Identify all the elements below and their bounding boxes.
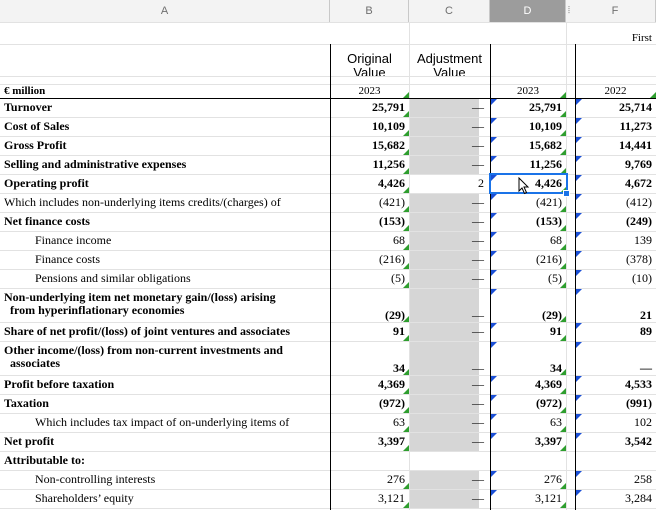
adjustment-value-cell[interactable] <box>409 451 490 470</box>
original-value-cell[interactable]: (972) <box>379 396 405 410</box>
blue-flag-icon <box>576 376 582 382</box>
hidden-column-e-marker[interactable]: ⦙ <box>567 5 571 16</box>
adjusted-value-cell[interactable]: 63 <box>550 415 562 429</box>
adjustment-value-cell[interactable]: — <box>472 233 484 247</box>
year-d: 2023 <box>517 85 539 97</box>
prior-year-cell[interactable]: 9,769 <box>625 157 652 171</box>
blue-flag-icon <box>576 213 582 219</box>
adjusted-value-cell[interactable]: 3,397 <box>535 434 562 448</box>
blue-flag-icon <box>576 342 582 348</box>
mouse-pointer-icon <box>518 177 530 195</box>
adjusted-value-cell[interactable] <box>490 451 566 470</box>
original-value-cell[interactable]: 3,397 <box>378 434 405 448</box>
original-value-cell[interactable]: 10,109 <box>372 119 405 133</box>
prior-year-cell[interactable] <box>575 451 656 470</box>
adjusted-value-cell[interactable]: 4,369 <box>535 377 562 391</box>
adjusted-value-cell[interactable]: 91 <box>550 324 562 338</box>
prior-year-cell[interactable]: 4,672 <box>625 176 652 190</box>
row-label[interactable]: Which includes tax impact of on-underlying items of <box>35 415 290 429</box>
unit-label: € million <box>4 85 46 97</box>
adjusted-value-cell[interactable]: 68 <box>550 233 562 247</box>
row-label[interactable]: Non-controlling interests <box>35 472 156 486</box>
blue-flag-icon <box>491 433 497 439</box>
spreadsheet-grid <box>0 22 656 510</box>
row-label[interactable]: Net profit <box>4 434 55 448</box>
adjustment-value-cell[interactable]: — <box>472 214 484 228</box>
prior-year-cell[interactable]: 4,533 <box>625 377 652 391</box>
original-value-cell[interactable]: 11,256 <box>372 157 405 171</box>
original-value-cell[interactable]: 91 <box>393 324 405 338</box>
original-value-cell[interactable]: (216) <box>379 252 405 266</box>
blue-flag-icon <box>576 270 582 276</box>
prior-year-cell[interactable]: 102 <box>634 415 652 429</box>
adjusted-value-cell[interactable]: 10,109 <box>529 119 562 133</box>
original-value-cell[interactable]: (153) <box>379 214 405 228</box>
adjustment-value-cell[interactable]: — <box>472 472 484 486</box>
column-headers <box>0 0 656 23</box>
row-label[interactable]: Net finance costs <box>4 214 90 228</box>
column-header-f[interactable]: F <box>575 0 656 22</box>
original-value-cell[interactable]: (421) <box>379 195 405 209</box>
adjustment-value-cell[interactable]: — <box>472 377 484 391</box>
original-value-cell[interactable] <box>330 451 409 470</box>
adjustment-value-cell[interactable]: — <box>472 100 484 114</box>
adjustment-value-cell[interactable]: — <box>472 415 484 429</box>
original-value-cell[interactable]: 63 <box>393 415 405 429</box>
green-flag-icon <box>403 502 409 508</box>
blue-flag-icon <box>491 213 497 219</box>
row-gridline <box>0 44 656 45</box>
adjusted-value-cell[interactable]: (29) <box>542 308 562 322</box>
green-flag-icon <box>560 502 566 508</box>
blue-flag-icon <box>491 118 497 124</box>
blue-flag-icon <box>491 471 497 477</box>
column-gridline <box>566 22 567 510</box>
original-value-cell[interactable]: (5) <box>391 271 405 285</box>
blue-flag-icon <box>576 137 582 143</box>
adjusted-value-cell[interactable]: (216) <box>536 252 562 266</box>
prior-year-cell[interactable]: (10) <box>632 271 652 285</box>
blue-flag-icon <box>576 175 582 181</box>
adjusted-value-cell[interactable]: 25,791 <box>529 100 562 114</box>
row-label[interactable]: Operating profit <box>4 176 89 190</box>
adjusted-value-cell[interactable]: 15,682 <box>529 138 562 152</box>
blue-flag-icon <box>576 194 582 200</box>
blue-flag-icon <box>491 156 497 162</box>
original-value-header: Original Value <box>347 51 392 80</box>
blue-flag-icon <box>576 471 582 477</box>
column-header-d[interactable]: D <box>490 0 566 22</box>
adjusted-value-cell[interactable]: 276 <box>544 472 562 486</box>
blue-flag-icon <box>491 414 497 420</box>
row-label[interactable]: Other income/(loss) from non-current investments and associates <box>4 343 283 370</box>
row-gridline <box>0 22 656 23</box>
prior-year-cell[interactable]: (249) <box>626 214 652 228</box>
row-label[interactable]: Selling and administrative expenses <box>4 157 187 171</box>
adjustment-value-cell[interactable]: — <box>472 434 484 448</box>
prior-year-cell[interactable]: (412) <box>626 195 652 209</box>
prior-year-cell[interactable]: 14,441 <box>619 138 652 152</box>
adjustment-value-header: Adjustment Value <box>416 51 483 80</box>
blue-flag-icon <box>576 490 582 496</box>
prior-year-cell[interactable]: 11,273 <box>619 119 652 133</box>
adjustment-value-cell[interactable]: — <box>472 138 484 152</box>
adjusted-value-cell[interactable]: (5) <box>548 271 562 285</box>
adjustment-value-cell[interactable]: 2 <box>478 176 484 190</box>
blue-flag-icon <box>576 118 582 124</box>
adjusted-value-cell[interactable]: (972) <box>536 396 562 410</box>
row-label[interactable]: Taxation <box>4 396 49 410</box>
blue-flag-icon <box>491 395 497 401</box>
row-label[interactable]: Profit before taxation <box>4 377 115 391</box>
prior-year-cell[interactable]: 3,284 <box>625 491 652 505</box>
year-f: 2022 <box>604 85 627 97</box>
adjustment-value-cell[interactable]: — <box>472 157 484 171</box>
original-value-cell[interactable]: 15,682 <box>372 138 405 152</box>
adjustment-value-cell[interactable]: — <box>472 195 484 209</box>
original-value-cell[interactable]: 276 <box>387 472 405 486</box>
row-label[interactable]: Finance costs <box>35 252 100 266</box>
adjustment-value-cell[interactable]: — <box>472 119 484 133</box>
adjustment-value-cell[interactable]: — <box>472 361 484 375</box>
prior-year-cell[interactable]: 3,542 <box>625 434 652 448</box>
blue-flag-icon <box>576 323 582 329</box>
adjustment-value-cell[interactable]: — <box>472 308 484 322</box>
blue-flag-icon <box>491 490 497 496</box>
blue-flag-icon <box>576 433 582 439</box>
row-label[interactable]: Cost of Sales <box>4 119 70 133</box>
first-label: First <box>631 32 652 44</box>
green-flag-icon <box>560 92 566 98</box>
blue-flag-icon <box>491 251 497 257</box>
blue-flag-icon <box>491 232 497 238</box>
row-gridline <box>0 76 656 77</box>
blue-flag-icon <box>491 376 497 382</box>
blue-flag-icon <box>491 270 497 276</box>
row-label[interactable]: Attributable to: <box>4 453 85 467</box>
row-label[interactable]: Non-underlying item net monetary gain/(loss) arising from hyperinflationary economies <box>4 290 276 317</box>
row-gridline <box>0 508 656 509</box>
adjustment-value-cell[interactable]: — <box>472 271 484 285</box>
column-header-c[interactable]: C <box>409 0 490 22</box>
prior-year-cell[interactable]: 21 <box>640 308 652 322</box>
row-label[interactable]: Turnover <box>4 100 53 114</box>
original-value-cell[interactable]: 34 <box>393 361 405 375</box>
blue-flag-icon <box>576 99 582 105</box>
column-header-a[interactable]: A <box>0 0 330 22</box>
column-header-b[interactable]: B <box>330 0 409 22</box>
blue-flag-icon <box>491 342 497 348</box>
prior-year-cell[interactable]: 89 <box>640 324 652 338</box>
original-value-cell[interactable]: 68 <box>393 233 405 247</box>
row-label[interactable]: Share of net profit/(loss) of joint ventures and associates <box>4 324 290 338</box>
adjustment-value-cell[interactable]: — <box>472 396 484 410</box>
blue-flag-icon <box>576 232 582 238</box>
blue-flag-icon <box>491 99 497 105</box>
adjusted-value-cell[interactable]: 11,256 <box>529 157 562 171</box>
prior-year-cell[interactable]: — <box>640 361 652 375</box>
blue-flag-icon <box>576 395 582 401</box>
prior-year-cell[interactable]: 139 <box>634 233 652 247</box>
green-flag-icon <box>403 92 409 98</box>
row-label[interactable]: Shareholders’ equity <box>35 491 134 505</box>
original-value-cell[interactable]: 3,121 <box>378 491 405 505</box>
green-flag-icon <box>650 92 656 98</box>
adjusted-value-cell[interactable]: (421) <box>536 195 562 209</box>
blue-flag-icon <box>491 137 497 143</box>
row-label[interactable]: Gross Profit <box>4 138 67 152</box>
adjusted-value-cell[interactable]: 34 <box>550 361 562 375</box>
original-value-cell[interactable]: (29) <box>385 308 405 322</box>
original-value-cell[interactable]: 4,369 <box>378 377 405 391</box>
blue-flag-icon <box>576 156 582 162</box>
row-label[interactable]: Finance income <box>35 233 112 247</box>
adjusted-value-cell[interactable]: 3,121 <box>535 491 562 505</box>
prior-year-cell[interactable]: (378) <box>626 252 652 266</box>
adjustment-value-cell[interactable]: — <box>472 252 484 266</box>
year-b: 2023 <box>358 85 381 97</box>
adjustment-value-cell[interactable]: — <box>472 324 484 338</box>
original-value-cell[interactable]: 25,791 <box>372 100 405 114</box>
blue-flag-icon <box>576 289 582 295</box>
original-value-cell[interactable]: 4,426 <box>378 176 405 190</box>
blue-flag-icon <box>491 289 497 295</box>
prior-year-cell[interactable]: (991) <box>626 396 652 410</box>
adjusted-value-cell[interactable]: (153) <box>536 214 562 228</box>
row-label[interactable]: Which includes non-underlying items credits/(charges) of <box>4 195 281 209</box>
row-label[interactable]: Pensions and similar obligations <box>35 271 191 285</box>
blue-flag-icon <box>576 414 582 420</box>
row-gridline <box>0 84 656 85</box>
adjustment-value-cell[interactable]: — <box>472 491 484 505</box>
blue-flag-icon <box>491 323 497 329</box>
adjusted-value-cell[interactable]: 4,426 <box>535 176 562 190</box>
prior-year-cell[interactable]: 258 <box>634 472 652 486</box>
fill-handle[interactable] <box>563 190 570 197</box>
blue-flag-icon <box>491 194 497 200</box>
blue-flag-icon <box>576 251 582 257</box>
prior-year-cell[interactable]: 25,714 <box>619 100 652 114</box>
